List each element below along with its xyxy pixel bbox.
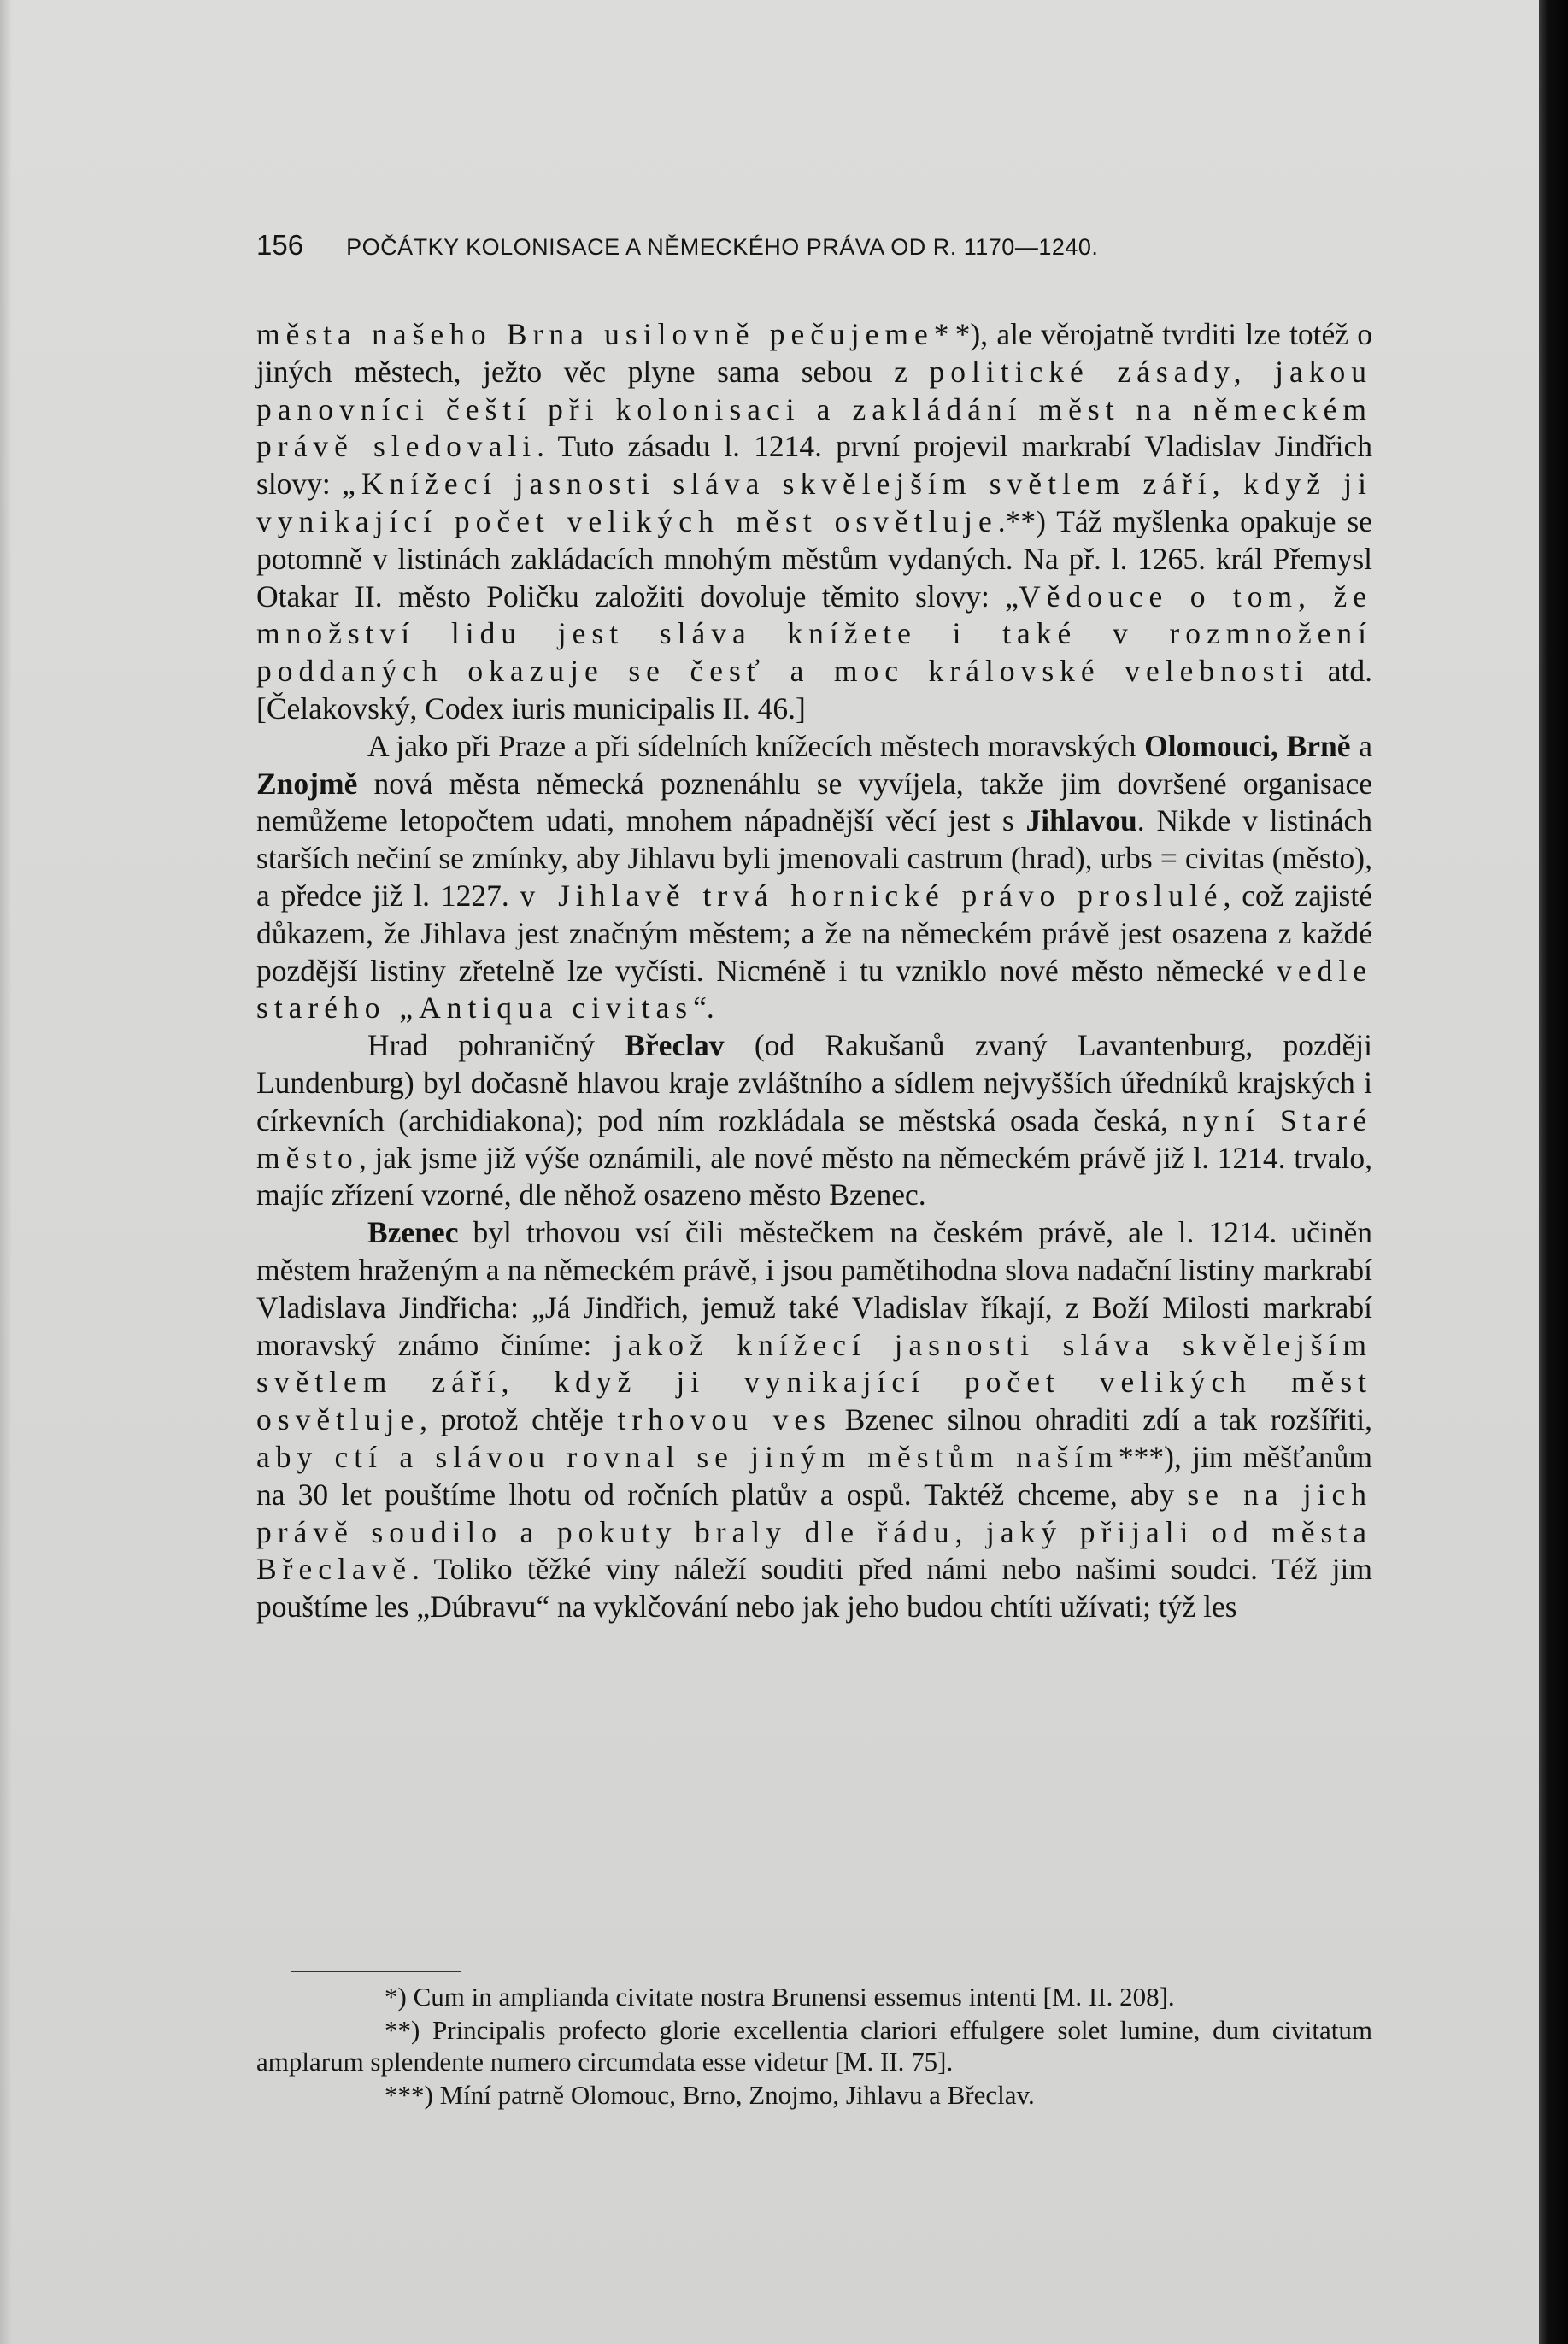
bold-text: Znojmě xyxy=(256,766,358,801)
spaced-text: se na jich právě soudilo a pokuty braly dle řádu, jaký přijali od města Břeclavě xyxy=(256,1477,1372,1587)
paragraph-4 xyxy=(256,1214,1372,1626)
text-run: byl trhovou vsí čili městečkem na českém právě, ale l. 1214. učiněn městem hraženým a na německém právě, i jsou pamětihodna slova nadační listiny markrabí Vladislava Jindřicha: „Já Jindřich, jemuž také Vladislav říkají, z Boží Milosti markrabí moravský známo činíme: xyxy=(256,1215,1372,1362)
page-number: 156 xyxy=(256,229,304,261)
spaced-text: nyní Staré město xyxy=(256,1102,1372,1175)
bold-text: Olomouci, Brně xyxy=(1144,728,1351,763)
text-run: A jako při Praze a při sídelních knížecích městech moravských xyxy=(367,728,1145,763)
text-run: atd. [Čelakovský, Codex iuris municipalis II. 46.] xyxy=(256,654,1372,726)
text-run: . Toliko těžké viny náleží souditi před námi nebo našimi soudci. Též jim pouštíme les „Dúbravu“ na vyklčování nebo jak jeho budou chtíti užívati; týž les xyxy=(256,1552,1372,1624)
footnote-rule xyxy=(291,1971,461,1972)
bold-text: Bzenec xyxy=(367,1215,459,1250)
text-run: (od Rakušanů zvaný Lavantenburg, později Lundenburg) byl dočasně hlavou kraje zvláštního a sídlem nejvyšších úředníků krajských i církevních (archidiakona); pod ním rozkládala se městská osada česká, xyxy=(256,1028,1372,1137)
spaced-text: Vědouce o tom, že množství lidu jest sláva knížete i také v rozmnožení poddaných okazuje se česť a moc královské velebnosti xyxy=(256,579,1372,689)
spaced-text: aby ctí a slávou rovnal se jiným městům naším xyxy=(256,1439,1119,1474)
text-run: , což zajisté důkazem, že Jihlava jest značným městem; a že na německém právě jest osazena z každé pozdější listiny zřetelně lze vyčísti. Nicméně i tu vzniklo nové město německé xyxy=(256,878,1372,988)
text-run: . Tuto zásadu l. 1214. první projevil markrabí Vladislav Jindřich slovy: xyxy=(256,429,1372,502)
spaced-text: politické zásady, jakou panovníci čeští při kolonisaci a zakládání měst na německém právě sledovali xyxy=(256,354,1372,464)
paragraph-1 xyxy=(256,316,1372,728)
text-run: a xyxy=(1350,728,1372,763)
bold-text: Jihlavou xyxy=(1025,803,1137,838)
text-run: Hrad pohraničný xyxy=(367,1028,625,1063)
footnote-1: *) Cum in amplianda civitate nostra Brunensi essemus intenti [M. II. 208]. xyxy=(385,1982,1175,2012)
spaced-text: „Knížecí jasnosti sláva skvělejším světlem září, když ji vynikající počet velikých měst osvětluje xyxy=(256,467,1372,538)
spaced-text: jakož knížecí jasnosti sláva skvělejším světlem září, když ji vynikající počet velikých měst osvětluje xyxy=(256,1327,1372,1437)
text-run: “. xyxy=(693,990,714,1025)
text-run: .**) Táž myšlenka opakuje se potomně v listinách zakládacích mnohým městům vydaných. Na př. l. 1265. král Přemysl Otakar II. město Poličku založiti dovoluje těmito slovy: „ xyxy=(256,503,1372,614)
paragraph-3 xyxy=(256,1027,1372,1214)
page-header xyxy=(256,229,1367,261)
page-right-edge xyxy=(1539,0,1568,2344)
footnote-2: **) Principalis profecto glorie excellentia clariori effulgere solet lumine, dum civitatum amplarum splendente numero circumdata esse videtur [M. II. 75]. xyxy=(256,2015,1372,2077)
spaced-text: trhovou ves xyxy=(617,1402,831,1437)
spaced-text: vedle starého „Antiqua civitas xyxy=(256,953,1372,1025)
spaced-text: v Jihlavě trvá hornické právo proslulé xyxy=(520,878,1224,913)
paragraph-2 xyxy=(256,728,1372,1027)
text-run: * *), ale věrojatně tvrditi lze totéž o jiných městech, ježto věc plyne sama sebou z xyxy=(256,317,1372,389)
running-title: POČÁTKY KOLONISACE A NĚMECKÉHO PRÁVA OD R. 1170—1240. xyxy=(346,234,1099,260)
text-run: ***), jim měšťanům na 30 let pouštíme lhotu od ročních platův a ospů. Taktéž chceme, aby xyxy=(256,1439,1372,1512)
spaced-text: města našeho Brna usilovně pečujeme xyxy=(256,317,934,351)
page-left-shadow xyxy=(0,0,12,2344)
footnotes xyxy=(256,1981,1372,2112)
footnote-3: ***) Míní patrně Olomouc, Brno, Znojmo, Jihlavu a Břeclav. xyxy=(385,2080,1035,2110)
text-run: , jak jsme již výše oznámili, ale nové město na německém právě již l. 1214. trvalo, majíc zřízení vzorné, dle něhož osazeno město Bzenec. xyxy=(256,1140,1372,1213)
text-run: , protož chtěje xyxy=(420,1402,618,1437)
text-run: . Nikde v listinách starších nečiní se zmínky, aby Jihlavu byli jmenovali castrum (hrad), urbs = civitas (město), a předce již l. 1227. xyxy=(256,803,1372,913)
bold-text: Břeclav xyxy=(625,1028,725,1063)
text-run: Bzenec silnou ohraditi zdí a tak rozšířiti, xyxy=(831,1402,1373,1437)
text-run: nová města německá poznenáhlu se vyvíjela, takže jim dovršené organisace nemůžeme letopočtem udati, mnohem nápadnější věcí jest s xyxy=(256,766,1372,838)
body-text xyxy=(256,316,1372,1626)
